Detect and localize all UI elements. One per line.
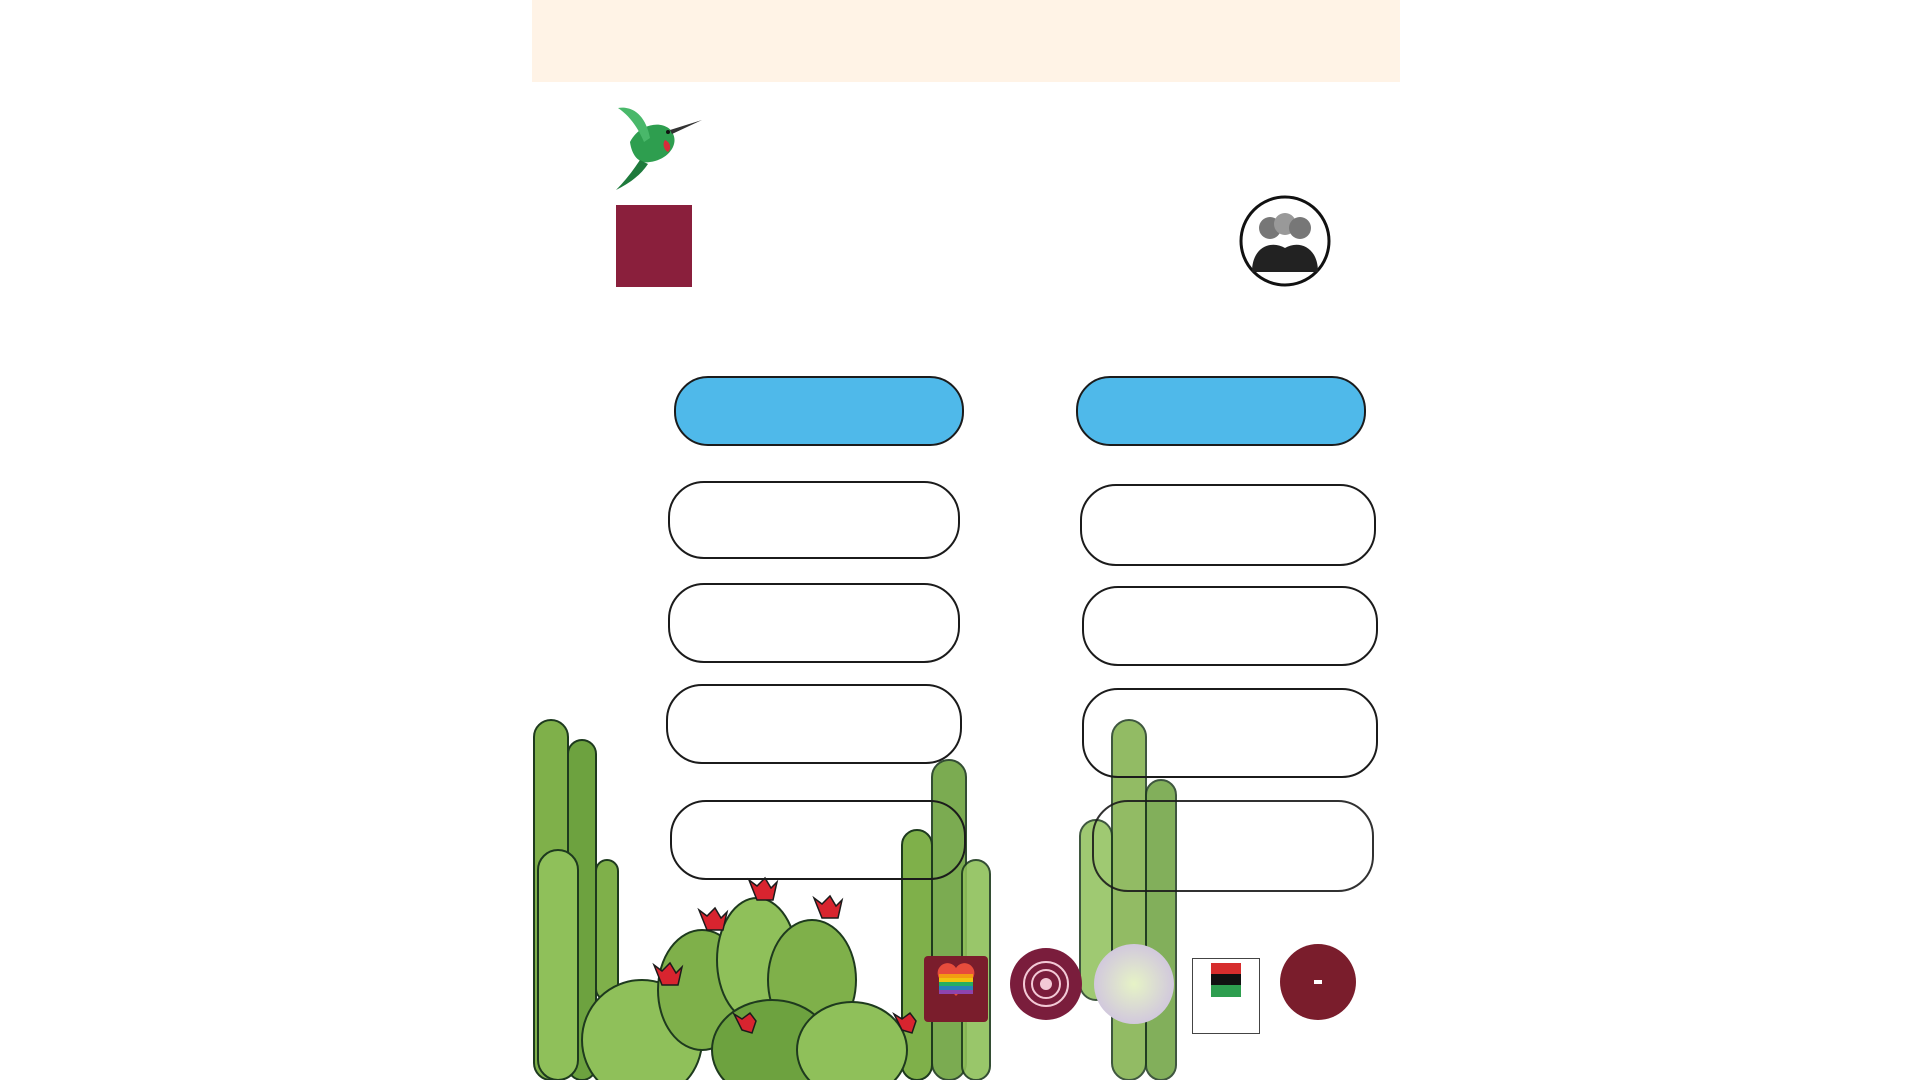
- event-card: [668, 583, 960, 663]
- date-badge: [976, 790, 1074, 888]
- event-card: [666, 684, 962, 764]
- american-indian-program-logo: [1280, 944, 1356, 1020]
- event-poster: [532, 0, 1400, 1080]
- event-card: [1082, 688, 1378, 778]
- equity-inclusion-diversity-seal: [1212, 168, 1358, 314]
- event-card: [668, 481, 960, 559]
- date-badge: [976, 680, 1074, 778]
- event-card: [1080, 484, 1376, 566]
- rainbow-heart-icon: [936, 962, 976, 998]
- date-badge: [982, 578, 1080, 676]
- event-card: [670, 800, 966, 880]
- date-badge: [562, 668, 660, 766]
- date-badge: [980, 476, 1078, 574]
- aip-nm-mark: [1314, 980, 1322, 984]
- api-mandala-logo: [1008, 946, 1084, 1022]
- nmstate-logo-brand: [616, 205, 692, 211]
- date-badge: [572, 567, 670, 665]
- event-card: [1082, 586, 1378, 666]
- date-badge: [562, 774, 660, 872]
- lgbt-programs-logo: [924, 956, 988, 1022]
- black-programs-logo: [1192, 958, 1260, 1034]
- event-card: [1092, 800, 1374, 892]
- hummingbird-icon: [610, 102, 706, 194]
- date-badge: [572, 466, 670, 564]
- nmstate-logo: [616, 205, 692, 287]
- floral-tile-band-top: [532, 0, 1400, 82]
- month-pill-october: [1076, 376, 1366, 446]
- raised-fist-icon: [1211, 963, 1241, 997]
- latin-american-student-council-logo: [1094, 944, 1174, 1024]
- month-pill-september: [674, 376, 964, 446]
